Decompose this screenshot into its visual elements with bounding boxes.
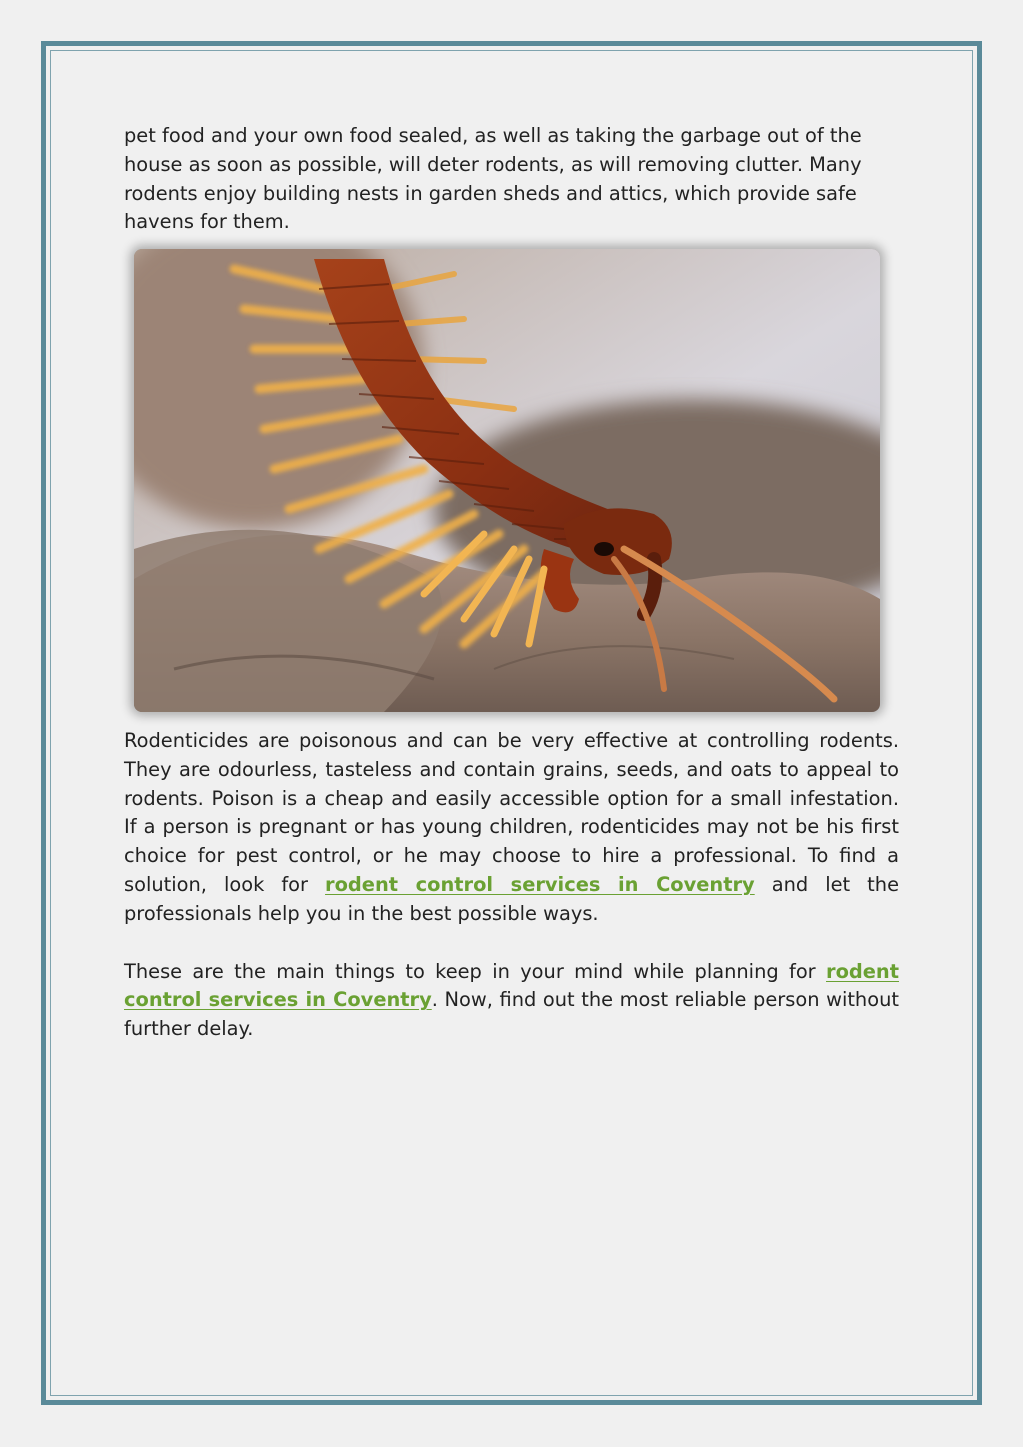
page-frame <box>41 41 982 1405</box>
rodenticides-paragraph <box>124 727 899 929</box>
closing-paragraph <box>124 958 899 1044</box>
rodent-control-link-1[interactable]: rodent control services in Coventry <box>325 872 755 896</box>
rodenticides-text-end: and let the professionals help you in the best possible ways. <box>124 872 899 925</box>
rodent-control-link-2[interactable]: rodent control services in Coventry <box>124 959 899 1012</box>
centipede-photo-icon <box>134 249 880 712</box>
paragraph-spacer <box>124 929 899 958</box>
intro-paragraph: pet food and your own food sealed, as well as taking the garbage out of the house as soon as possible, will deter rodents, as will removing clutter. Many rodents enjoy building nests in garden sheds and attics, which provide safe havens for them. <box>124 124 862 234</box>
closing-text-end: . Now, find out the most reliable person without further delay. <box>124 988 899 1041</box>
document-body <box>124 122 899 237</box>
closing-text: These are the main things to keep in your mind while planning for <box>124 959 826 983</box>
centipede-photo <box>134 249 880 712</box>
document-body-lower <box>124 727 899 1044</box>
rodenticides-text: Rodenticides are poisonous and can be very effective at controlling rodents. They are odourless, tasteless and contain grains, seeds, and oats to appeal to rodents. Poison is a cheap and easily accessible option for a small infestation. If a person is pregnant or has young children, rodenticides may not be his first choice for pest control, or he may choose to hire a professional. To find a solution, look for <box>124 729 899 896</box>
